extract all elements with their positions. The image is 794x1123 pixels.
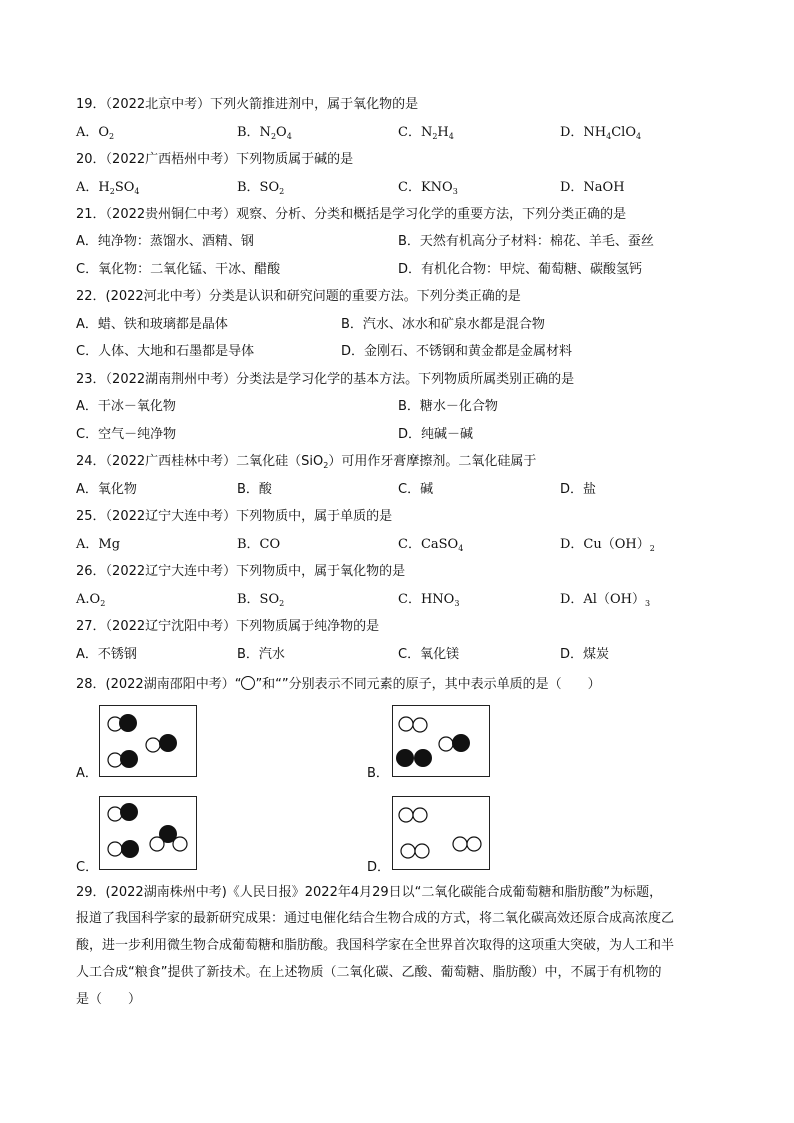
q28-stem: 28．(2022湖南邵阳中考）“ ”和“”分别表示不同元素的原子，其中表示单质的是（ ） [76, 677, 601, 692]
q27-option-d[interactable]: D．煤炭 [560, 647, 610, 662]
atom-black [119, 714, 137, 732]
q27-option-c[interactable]: C．氧化镁 [398, 647, 460, 662]
q27-option-b[interactable]: B．汽水 [237, 647, 285, 662]
atom-white [399, 808, 413, 822]
atom-white [150, 837, 164, 851]
q21-stem: 21．（2022贵州铜仁中考）观察、分析、分类和概括是学习化学的重要方法，下列分类正确的是 [76, 207, 627, 222]
q23-option-a[interactable]: A．干冰－氧化物 [76, 399, 176, 414]
q26-stem: 26．（2022辽宁大连中考）下列物质中，属于氧化物的是 [76, 564, 406, 579]
q19-option-d[interactable]: D．$NH_4ClO_4$ [560, 125, 642, 141]
atom-white [415, 844, 429, 858]
q25-stem: 25．（2022辽宁大连中考）下列物质中，属于单质的是 [76, 509, 393, 524]
q27-option-a[interactable]: A．不锈钢 [76, 647, 137, 662]
q28-option-b[interactable]: B． [367, 766, 389, 781]
q23-option-b[interactable]: B．糖水－化合物 [398, 399, 498, 414]
atom-white [439, 737, 453, 751]
q28-option-a[interactable]: A． [76, 766, 98, 781]
atom-black [120, 750, 138, 768]
q27-stem: 27．（2022辽宁沈阳中考）下列物质属于纯净物的是 [76, 619, 380, 634]
q24-option-d[interactable]: D．盐 [560, 482, 597, 497]
q26-option-d[interactable]: D．$Al(OH)_3$ [560, 592, 651, 608]
white-atom-icon [241, 676, 255, 690]
atom-black [120, 803, 138, 821]
atom-black [414, 749, 432, 767]
atom-white [399, 717, 413, 731]
q26-option-b[interactable]: B．$SO_2$ [237, 592, 285, 608]
q20-option-d[interactable]: D．NaOH [560, 180, 625, 195]
q28-diagram-d[interactable] [392, 796, 490, 870]
q19-stem: 19．（2022北京中考）下列火箭推进剂中，属于氧化物的是 [76, 97, 419, 112]
atom-white [401, 844, 415, 858]
atom-white [146, 738, 160, 752]
atom-black [159, 734, 177, 752]
q26-option-a[interactable]: $A.O_2$ [76, 592, 106, 608]
q28-diagram-a[interactable] [99, 705, 197, 777]
q19-option-b[interactable]: B．$N_2O_4$ [237, 125, 292, 141]
atom-white [108, 807, 122, 821]
q21-option-a[interactable]: A．纯净物：蒸馏水、酒精、钢 [76, 234, 254, 249]
q20-option-c[interactable]: C．$KNO_3$ [398, 180, 458, 196]
q24-option-a[interactable]: A．氧化物 [76, 482, 137, 497]
q29-line-4: 人工合成“粮食”提供了新技术。在上述物质（二氧化碳、乙酸、葡萄糖、脂肪酸）中，不属于有机物的 [76, 965, 662, 980]
q22-option-b[interactable]: B．汽水、冰水和矿泉水都是混合物 [341, 317, 545, 332]
q23-option-c[interactable]: C．空气－纯净物 [76, 427, 177, 442]
q22-option-a[interactable]: A．蜡、铁和玻璃都是晶体 [76, 317, 228, 332]
atom-white [108, 753, 122, 767]
q23-option-d[interactable]: D．纯碱－碱 [398, 427, 474, 442]
atom-black [396, 749, 414, 767]
q19-option-c[interactable]: C．$N_2H_4$ [398, 125, 454, 141]
q29-line-1: 29．(2022湖南株州中考)《人民日报》2022年4月29日以“二氧化碳能合成葡萄糖和脂肪酸”为标题， [76, 885, 663, 900]
q21-option-d[interactable]: D．有机化合物：甲烷、葡萄糖、碳酸氢钙 [398, 262, 643, 277]
q25-option-b[interactable]: B．CO [237, 537, 281, 552]
atom-white [467, 837, 481, 851]
atom-white [413, 808, 427, 822]
atom-black [452, 734, 470, 752]
q25-option-c[interactable]: C．CaSO$_4$ [398, 537, 464, 553]
q29-line-3: 酸，进一步利用微生物合成葡萄糖和脂肪酸。我国科学家在全世界首次取得的这项重大突破，为人工和半 [76, 938, 675, 953]
q28-diagram-b[interactable] [392, 705, 490, 777]
q20-stem: 20．（2022广西梧州中考）下列物质属于碱的是 [76, 152, 354, 167]
q28-option-c[interactable]: C． [76, 860, 99, 875]
q24-option-c[interactable]: C．碱 [398, 482, 434, 497]
atom-white [173, 837, 187, 851]
q22-option-d[interactable]: D．金刚石、不锈钢和黄金都是金属材料 [341, 344, 573, 359]
q22-stem: 22．(2022河北中考）分类是认识和研究问题的重要方法。下列分类正确的是 [76, 289, 521, 304]
q28-option-d[interactable]: D． [367, 860, 391, 875]
q20-option-a[interactable]: A．$H_2SO_4$ [76, 180, 140, 196]
q22-option-c[interactable]: C．人体、大地和石墨都是导体 [76, 344, 255, 359]
q25-option-a[interactable]: A．Mg [76, 537, 121, 552]
q26-option-c[interactable]: C．$HNO_3$ [398, 592, 460, 608]
q24-option-b[interactable]: B．酸 [237, 482, 272, 497]
atom-white [108, 842, 122, 856]
q21-option-c[interactable]: C．氧化物：二氧化锰、干冰、醋酸 [76, 262, 281, 277]
q19-option-a[interactable]: A．$O_2$ [76, 125, 115, 141]
q29-line-5: 是（ ） [76, 992, 142, 1007]
atom-white [413, 718, 427, 732]
q28-diagram-c[interactable] [99, 796, 197, 870]
q25-option-d[interactable]: D．$Cu(OH)_2$ [560, 537, 655, 553]
q24-stem: 24．（2022广西桂林中考）二氧化硅（SiO$_2$）可用作牙膏摩擦剂。二氧化硅属于 [76, 454, 537, 470]
q20-option-b[interactable]: B．$SO_2$ [237, 180, 285, 196]
q29-line-2: 报道了我国科学家的最新研究成果：通过电催化结合生物合成的方式，将二氧化碳高效还原合成高浓度乙 [76, 911, 675, 926]
atom-black [121, 840, 139, 858]
atom-white [453, 837, 467, 851]
q21-option-b[interactable]: B．天然有机高分子材料：棉花、羊毛、蚕丝 [398, 234, 654, 249]
q23-stem: 23．（2022湖南荆州中考）分类法是学习化学的基本方法。下列物质所属类别正确的是 [76, 372, 575, 387]
